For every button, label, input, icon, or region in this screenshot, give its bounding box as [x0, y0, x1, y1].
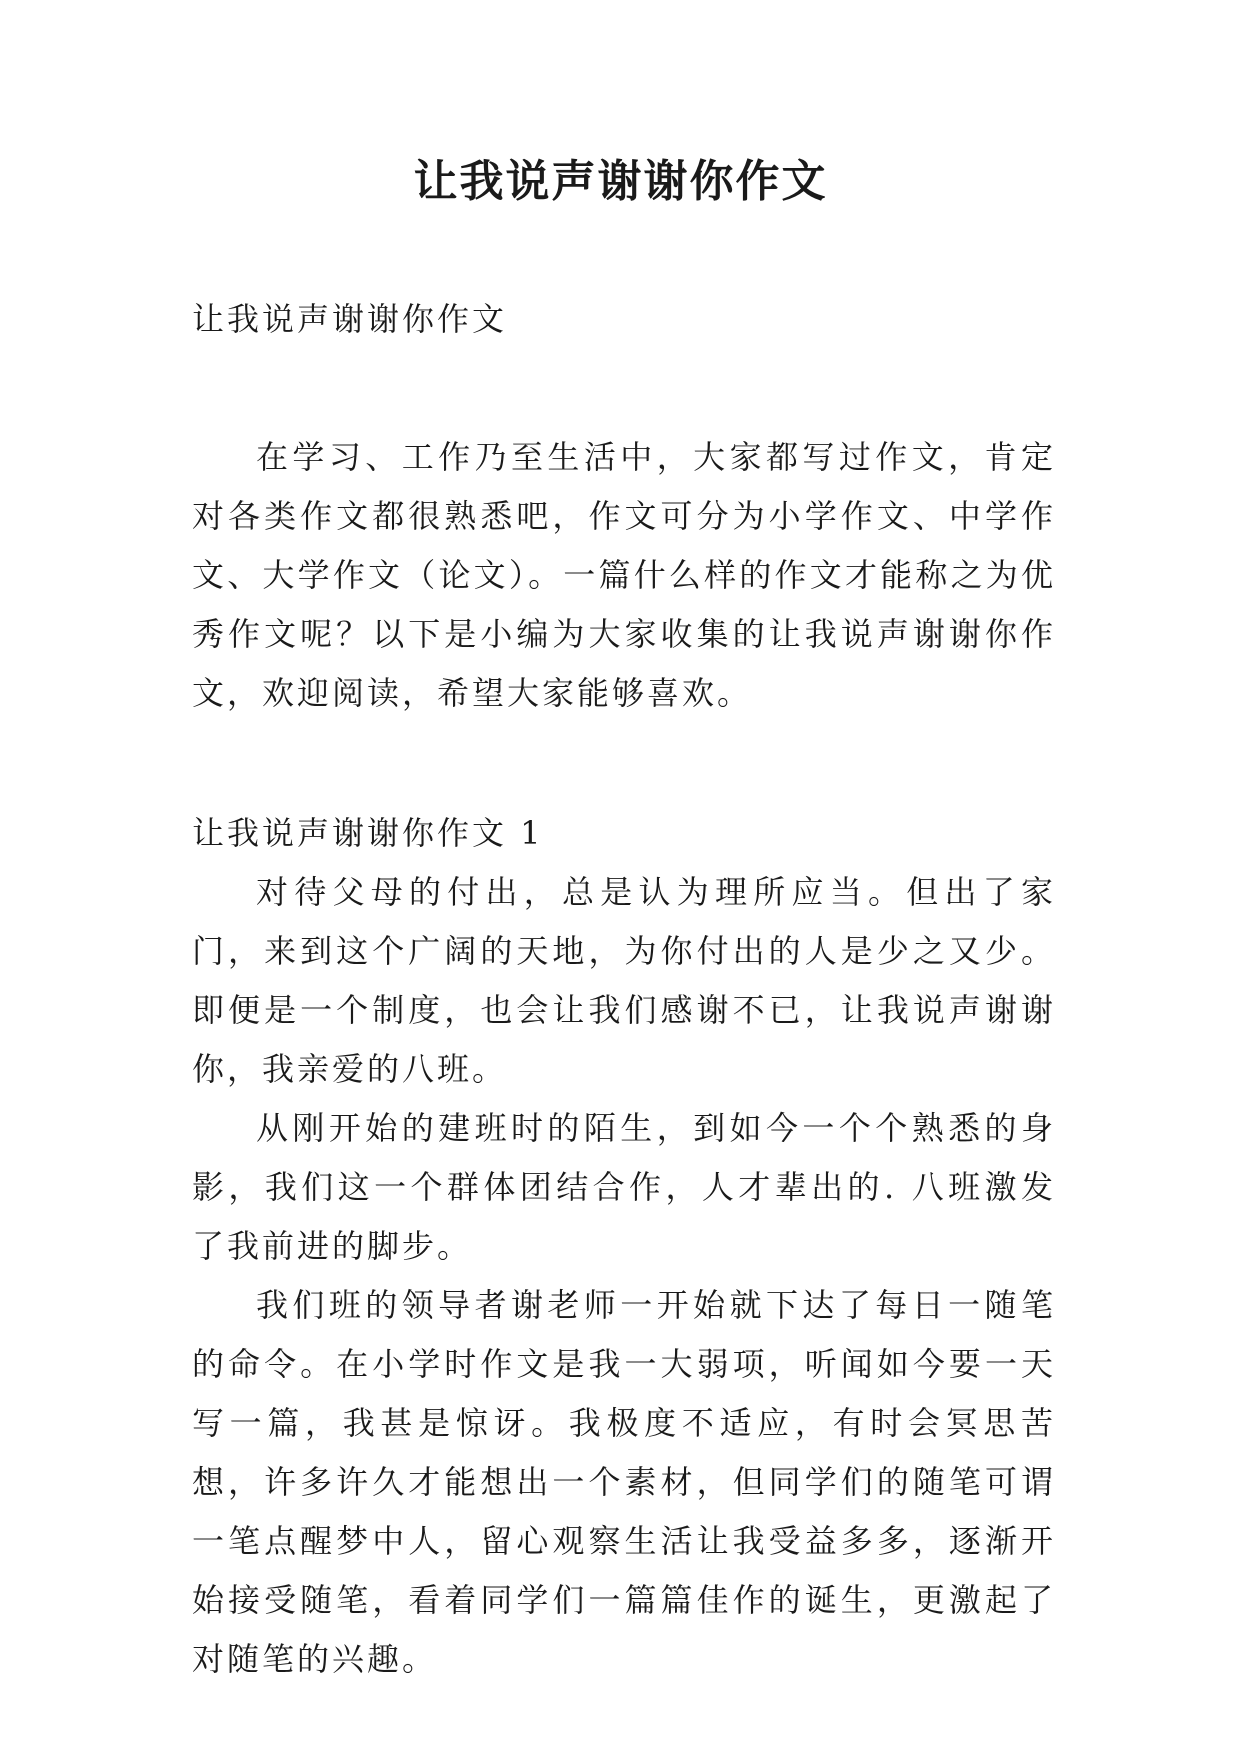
document-title: 让我说声谢谢你作文 — [413, 156, 828, 207]
spacer — [192, 723, 1056, 804]
body-paragraph: 我们班的领导者谢老师一开始就下达了每日一随笔的命令。在小学时作文是我一大弱项，听闻如今要一天写一篇，我甚是惊讶。我极度不适应，有时会冥思苦想，许多许久才能想出一个素材，但同学们的随笔可谓一笔点醒梦中人，留心观察生活让我受益多多，逐渐开始接受随笔，看着同学们一篇篇佳作的诞生，更激起了对随笔的兴趣。 — [192, 1286, 1056, 1678]
spacer — [192, 349, 1056, 428]
document-subtitle: 让我说声谢谢你作文 — [192, 300, 508, 338]
body-paragraph: 从刚开始的建班时的陌生，到如今一个个熟悉的身影，我们这一个群体团结合作，人才辈出的. 八班激发了我前进的脚步。 — [192, 1109, 1056, 1265]
section-title: 让我说声谢谢你作文 1 — [192, 814, 544, 852]
document-body — [192, 290, 1056, 1689]
intro-paragraph: 在学习、工作乃至生活中，大家都写过作文，肯定对各类作文都很熟悉吧，作文可分为小学作文、中学作文、大学作文（论文）。一篇什么样的作文才能称之为优秀作文呢？以下是小编为大家收集的让我说声谢谢你作文，欢迎阅读，希望大家能够喜欢。 — [192, 438, 1056, 712]
body-paragraph: 对待父母的付出，总是认为理所应当。但出了家门，来到这个广阔的天地，为你付出的人是少之又少。即便是一个制度，也会让我们感谢不已，让我说声谢谢你，我亲爱的八班。 — [192, 873, 1056, 1088]
